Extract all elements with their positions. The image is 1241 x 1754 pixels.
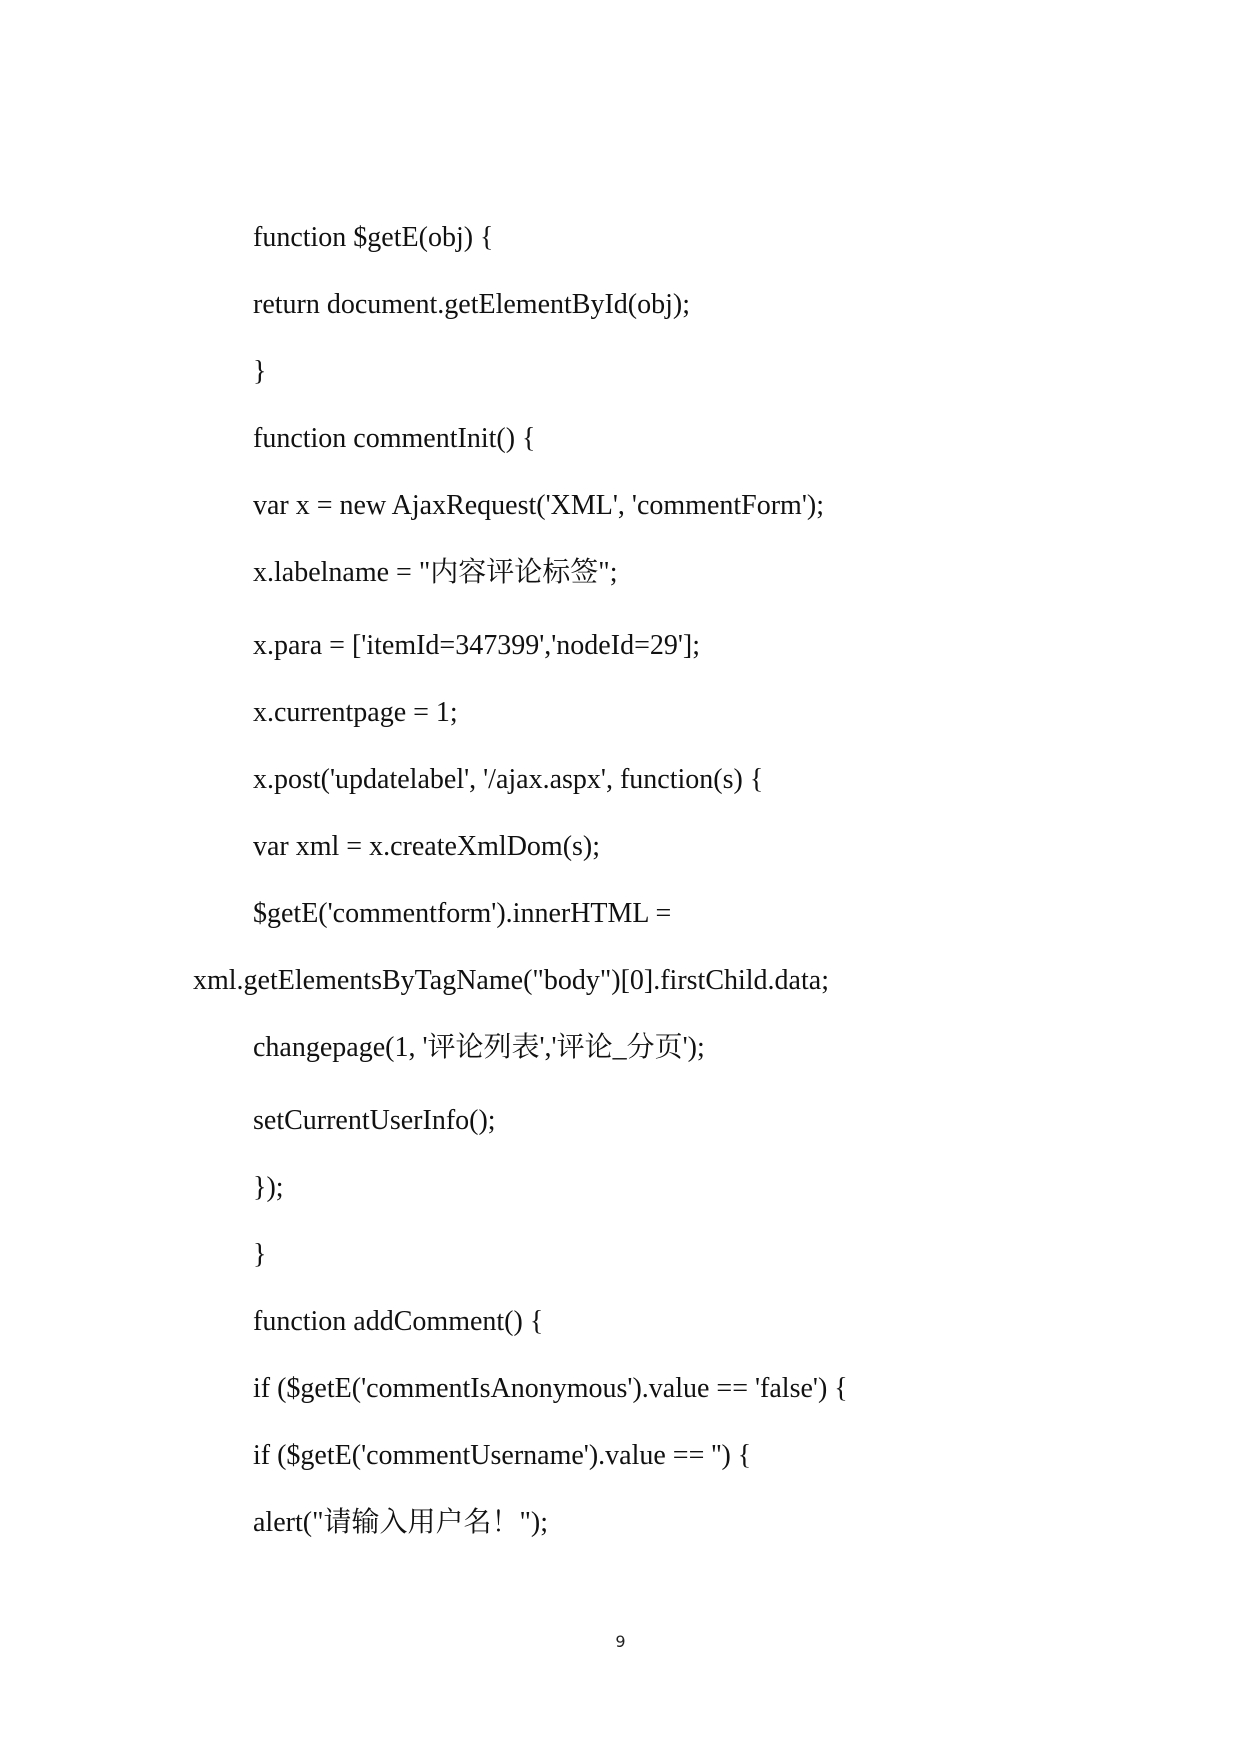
code-line: changepage(1, '评论列表','评论_分页'); — [253, 1032, 705, 1063]
code-line: $getE('commentform').innerHTML = — [253, 898, 672, 929]
code-line: } — [253, 356, 267, 387]
code-line: if ($getE('commentIsAnonymous').value == 'false') { — [253, 1373, 848, 1404]
code-line: x.para = ['itemId=347399','nodeId=29']; — [253, 630, 701, 661]
code-line: if ($getE('commentUsername').value == '') { — [253, 1440, 752, 1471]
code-line: function commentInit() { — [253, 423, 536, 454]
code-line: alert("请输入用户名！"); — [253, 1507, 549, 1538]
code-line: return document.getElementById(obj); — [253, 289, 690, 320]
code-line: setCurrentUserInfo(); — [253, 1105, 496, 1136]
code-line: } — [253, 1239, 267, 1270]
code-line: xml.getElementsByTagName("body")[0].firstChild.data; — [193, 965, 829, 996]
code-line: var xml = x.createXmlDom(s); — [253, 831, 601, 862]
code-line: }); — [253, 1172, 284, 1203]
code-line: x.labelname = "内容评论标签"; — [253, 557, 618, 588]
code-line: var x = new AjaxRequest('XML', 'commentForm'); — [253, 490, 824, 521]
page-number: 9 — [615, 1632, 626, 1651]
code-line: x.currentpage = 1; — [253, 697, 458, 728]
code-line: function addComment() { — [253, 1306, 544, 1337]
code-line: function $getE(obj) { — [253, 222, 494, 253]
code-line: x.post('updatelabel', '/ajax.aspx', function(s) { — [253, 764, 764, 795]
